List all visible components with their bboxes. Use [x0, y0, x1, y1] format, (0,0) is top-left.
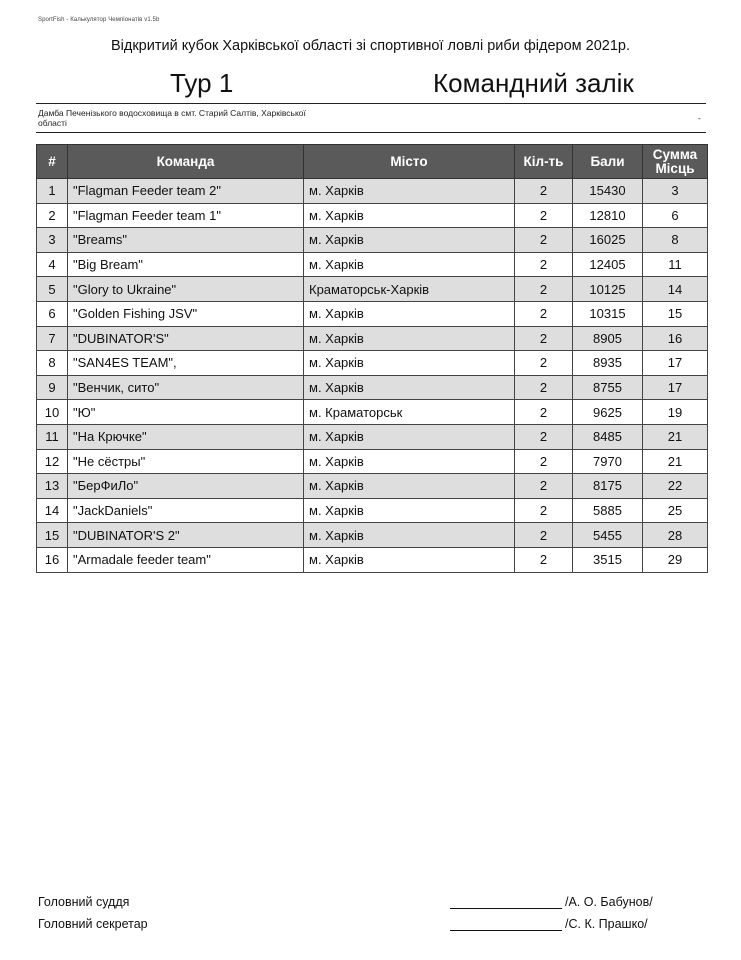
cell-rank: 16 — [37, 547, 68, 572]
column-header-count: Кіл-ть — [515, 145, 573, 179]
cell-team: "Big Bream" — [68, 252, 304, 277]
bottom-divider — [36, 132, 706, 133]
chief-secretary-label: Головний секретар — [38, 917, 148, 931]
cell-team: "Flagman Feeder team 2" — [68, 179, 304, 204]
cell-points: 12405 — [573, 252, 643, 277]
column-header-number: # — [37, 145, 68, 179]
cell-city: м. Харків — [304, 547, 515, 572]
cell-place-sum: 15 — [643, 301, 708, 326]
cell-team: "Ю" — [68, 400, 304, 425]
table-row — [37, 326, 708, 351]
app-caption: SportFish - Калькулятор Чемпіонатів v1.5b — [38, 17, 160, 23]
cell-count: 2 — [515, 228, 573, 253]
cell-city: м. Харків — [304, 179, 515, 204]
table-row — [37, 203, 708, 228]
column-header-sum-line2: Місць — [655, 160, 695, 176]
round-title: Тур 1 — [170, 68, 234, 98]
cell-place-sum: 3 — [643, 179, 708, 204]
cell-team: "Flagman Feeder team 1" — [68, 203, 304, 228]
column-header-city: Місто — [304, 145, 515, 179]
cell-place-sum: 17 — [643, 351, 708, 376]
cell-count: 2 — [515, 203, 573, 228]
cell-place-sum: 8 — [643, 228, 708, 253]
cell-count: 2 — [515, 424, 573, 449]
cell-count: 2 — [515, 351, 573, 376]
cell-points: 9625 — [573, 400, 643, 425]
cell-count: 2 — [515, 375, 573, 400]
cell-count: 2 — [515, 498, 573, 523]
cell-count: 2 — [515, 252, 573, 277]
top-divider — [36, 103, 706, 104]
cell-city: м. Харків — [304, 203, 515, 228]
cell-team: "DUBINATOR'S 2" — [68, 523, 304, 548]
column-header-sum-line1: Сумма — [652, 146, 698, 162]
cell-team: "Golden Fishing JSV" — [68, 301, 304, 326]
cell-place-sum: 22 — [643, 474, 708, 499]
chief-secretary-signature-line — [450, 930, 562, 931]
venue-line-1: Дамба Печенізького водосховища в смт. Старий Салтів, Харківської — [38, 108, 306, 118]
cell-city: м. Харків — [304, 523, 515, 548]
cell-city: м. Харків — [304, 498, 515, 523]
cell-place-sum: 6 — [643, 203, 708, 228]
cell-city: м. Харків — [304, 252, 515, 277]
cell-city: м. Харків — [304, 301, 515, 326]
table-row — [37, 375, 708, 400]
cell-points: 7970 — [573, 449, 643, 474]
cell-count: 2 — [515, 547, 573, 572]
cell-count: 2 — [515, 449, 573, 474]
table-row — [37, 228, 708, 253]
venue-dash: - — [698, 113, 701, 123]
cell-team: "JackDaniels" — [68, 498, 304, 523]
table-row — [37, 400, 708, 425]
column-header-team: Команда — [68, 145, 304, 179]
cell-points: 8935 — [573, 351, 643, 376]
venue-text — [38, 108, 368, 128]
cell-points: 3515 — [573, 547, 643, 572]
table-row — [37, 547, 708, 572]
cell-points: 8485 — [573, 424, 643, 449]
cell-points: 10125 — [573, 277, 643, 302]
cell-team: "Венчик, сито" — [68, 375, 304, 400]
cell-rank: 2 — [37, 203, 68, 228]
cell-team: "На Крючке" — [68, 424, 304, 449]
cell-city: м. Харків — [304, 424, 515, 449]
cell-count: 2 — [515, 523, 573, 548]
cell-place-sum: 21 — [643, 424, 708, 449]
cell-count: 2 — [515, 474, 573, 499]
cell-place-sum: 16 — [643, 326, 708, 351]
venue-line-2: області — [38, 118, 67, 128]
table-row — [37, 449, 708, 474]
cell-city: м. Харків — [304, 228, 515, 253]
cell-rank: 5 — [37, 277, 68, 302]
cell-team: "DUBINATOR'S" — [68, 326, 304, 351]
cell-rank: 15 — [37, 523, 68, 548]
cell-place-sum: 17 — [643, 375, 708, 400]
cell-rank: 1 — [37, 179, 68, 204]
column-header-points: Бали — [573, 145, 643, 179]
cell-city: м. Харків — [304, 351, 515, 376]
cell-rank: 10 — [37, 400, 68, 425]
cell-points: 15430 — [573, 179, 643, 204]
cell-team: "БерФиЛо" — [68, 474, 304, 499]
cell-count: 2 — [515, 301, 573, 326]
column-header-place-sum — [643, 145, 708, 179]
standings-title: Командний залік — [433, 68, 634, 98]
table-row — [37, 252, 708, 277]
cell-points: 10315 — [573, 301, 643, 326]
cell-points: 5455 — [573, 523, 643, 548]
cell-points: 8175 — [573, 474, 643, 499]
cell-count: 2 — [515, 326, 573, 351]
cell-points: 8755 — [573, 375, 643, 400]
team-results-table — [36, 144, 708, 573]
cell-team: "Glory to Ukraine" — [68, 277, 304, 302]
table-row — [37, 179, 708, 204]
table-row — [37, 523, 708, 548]
cell-place-sum: 28 — [643, 523, 708, 548]
cell-rank: 11 — [37, 424, 68, 449]
event-title: Відкритий кубок Харківської області зі спортивної ловлі риби фідером 2021р. — [110, 38, 630, 54]
cell-points: 12810 — [573, 203, 643, 228]
cell-place-sum: 11 — [643, 252, 708, 277]
table-row — [37, 301, 708, 326]
chief-judge-name: /А. О. Бабунов/ — [565, 895, 653, 909]
cell-city: м. Харків — [304, 375, 515, 400]
cell-count: 2 — [515, 277, 573, 302]
cell-points: 8905 — [573, 326, 643, 351]
cell-city: м. Краматорськ — [304, 400, 515, 425]
cell-rank: 12 — [37, 449, 68, 474]
table-row — [37, 351, 708, 376]
table-row — [37, 474, 708, 499]
chief-secretary-name: /С. К. Прашко/ — [565, 917, 648, 931]
cell-city: м. Харків — [304, 326, 515, 351]
cell-rank: 4 — [37, 252, 68, 277]
cell-city: м. Харків — [304, 474, 515, 499]
cell-rank: 14 — [37, 498, 68, 523]
cell-team: "Breams" — [68, 228, 304, 253]
cell-rank: 9 — [37, 375, 68, 400]
chief-judge-label: Головний суддя — [38, 895, 130, 909]
cell-count: 2 — [515, 400, 573, 425]
table-row — [37, 498, 708, 523]
chief-judge-signature-line — [450, 908, 562, 909]
table-header-row — [37, 145, 708, 179]
cell-points: 16025 — [573, 228, 643, 253]
cell-city: м. Харків — [304, 449, 515, 474]
cell-place-sum: 19 — [643, 400, 708, 425]
cell-city: Краматорськ-Харків — [304, 277, 515, 302]
cell-team: "Не сёстры" — [68, 449, 304, 474]
cell-count: 2 — [515, 179, 573, 204]
cell-rank: 7 — [37, 326, 68, 351]
cell-place-sum: 29 — [643, 547, 708, 572]
cell-place-sum: 21 — [643, 449, 708, 474]
table-row — [37, 424, 708, 449]
cell-points: 5885 — [573, 498, 643, 523]
cell-place-sum: 14 — [643, 277, 708, 302]
cell-team: "SAN4ES TEAM", — [68, 351, 304, 376]
table-body — [37, 179, 708, 573]
cell-rank: 8 — [37, 351, 68, 376]
cell-team: "Armadale feeder team" — [68, 547, 304, 572]
cell-rank: 3 — [37, 228, 68, 253]
cell-rank: 13 — [37, 474, 68, 499]
cell-place-sum: 25 — [643, 498, 708, 523]
cell-rank: 6 — [37, 301, 68, 326]
table-row — [37, 277, 708, 302]
